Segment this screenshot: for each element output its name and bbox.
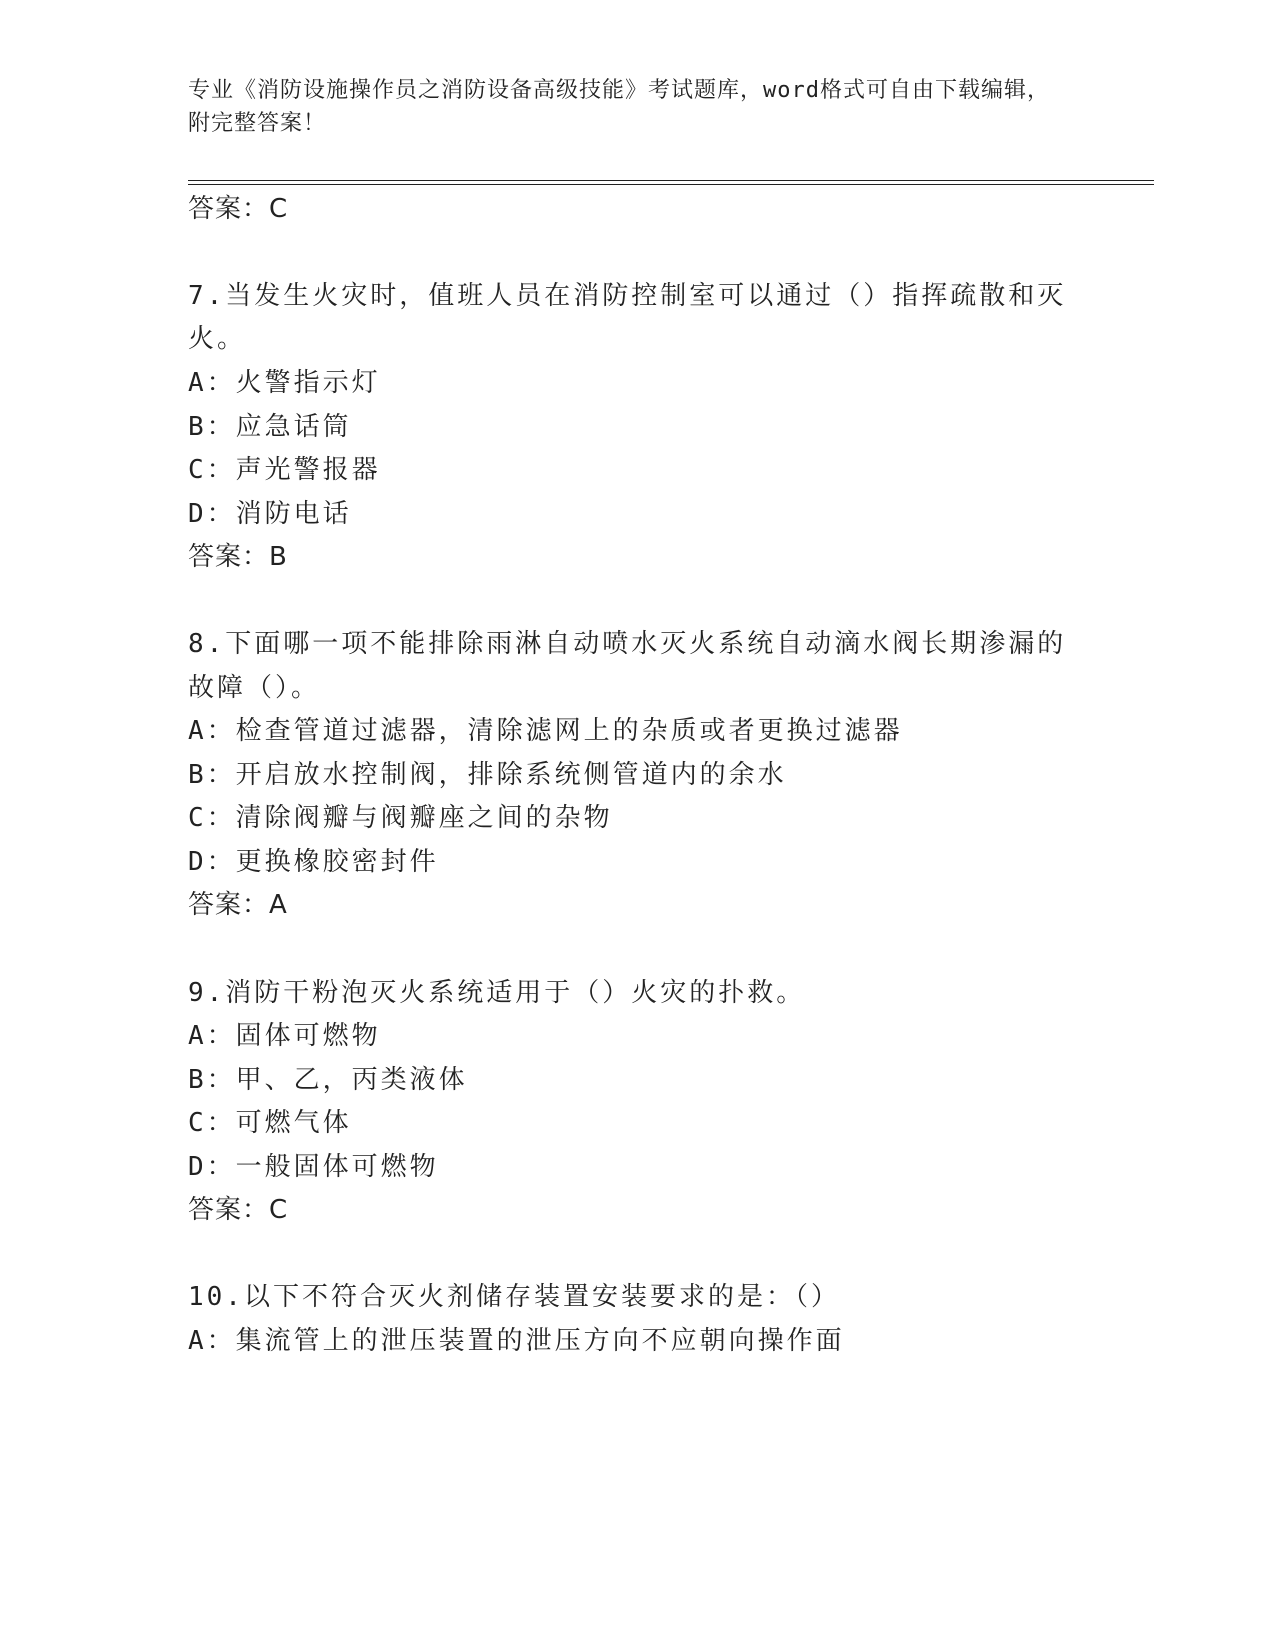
question-9-option-c: C：可燃气体	[188, 1108, 352, 1138]
previous-answer: 答案：C	[188, 194, 289, 224]
question-9-option-b: B：甲、乙，丙类液体	[188, 1065, 468, 1095]
question-7-option-b: B：应急话筒	[188, 412, 352, 442]
question-8-answer: 答案：A	[188, 890, 288, 920]
question-7-stem-line2: 火。	[188, 324, 247, 354]
question-7-option-c: C：声光警报器	[188, 455, 381, 485]
question-8-option-c: C：清除阀瓣与阀瓣座之间的杂物	[188, 803, 613, 833]
question-7-option-a: A：火警指示灯	[188, 368, 381, 398]
question-8-option-d: D：更换橡胶密封件	[188, 847, 439, 877]
question-9-stem-line1: 9.消防干粉泡灭火系统适用于（）火灾的扑救。	[188, 978, 806, 1008]
question-8-option-a: A：检查管道过滤器，清除滤网上的杂质或者更换过滤器	[188, 716, 903, 746]
question-10-stem-line1: 10.以下不符合灭火剂储存装置安装要求的是：（）	[188, 1282, 840, 1312]
question-7-answer: 答案：B	[188, 542, 288, 572]
question-7-stem-line1: 7.当发生火灾时，值班人员在消防控制室可以通过（）指挥疏散和灭	[188, 281, 1067, 311]
question-8-stem-line2: 故障（）。	[188, 673, 321, 703]
question-8-stem-line1: 8.下面哪一项不能排除雨淋自动喷水灭火系统自动滴水阀长期渗漏的	[188, 629, 1067, 659]
question-7-option-d: D：消防电话	[188, 499, 352, 529]
header-divider-top	[188, 180, 1154, 181]
question-9-answer: 答案：C	[188, 1195, 289, 1225]
header-divider-bottom	[188, 184, 1154, 185]
document-header: 专业《消防设施操作员之消防设备高级技能》考试题库，word格式可自由下载编辑，附完整答案！	[188, 78, 1050, 136]
question-8-option-b: B：开启放水控制阀，排除系统侧管道内的余水	[188, 760, 787, 790]
question-10-option-a: A：集流管上的泄压装置的泄压方向不应朝向操作面	[188, 1326, 845, 1356]
question-9-option-d: D：一般固体可燃物	[188, 1152, 439, 1182]
question-9-option-a: A：固体可燃物	[188, 1021, 381, 1051]
